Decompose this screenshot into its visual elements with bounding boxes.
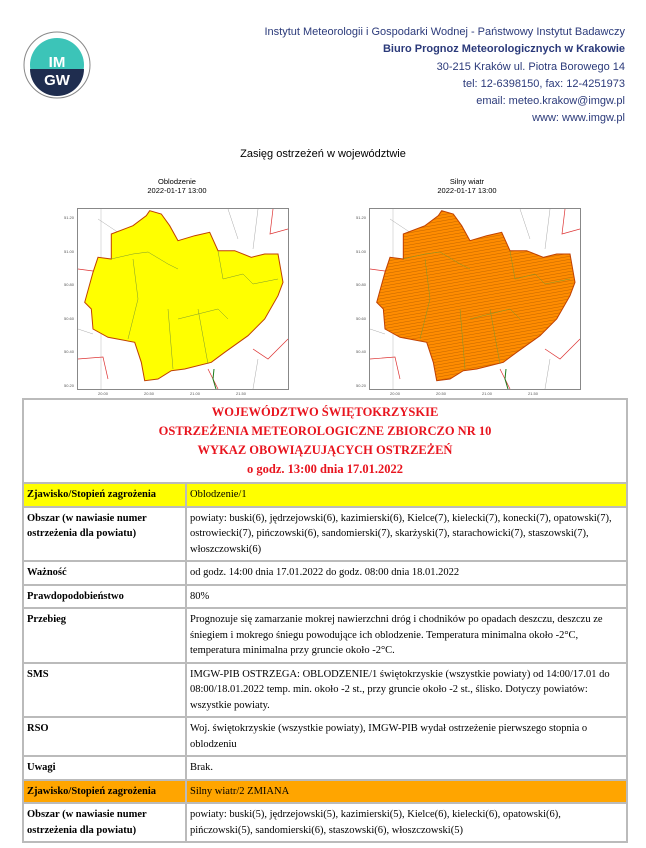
row-value: Woj. świętokrzyskie (wszystkie powiaty), IMGW-PIB wydał ostrzeżenie pierwszego stopnia o oblodzeniu <box>186 717 627 756</box>
row-value: 80% <box>186 585 627 609</box>
row-label: Zjawisko/Stopień zagrożenia <box>23 483 186 507</box>
table-row <box>23 756 627 780</box>
river-line <box>213 369 216 389</box>
map-date: 2022-01-17 13:00 <box>437 186 497 195</box>
row-label: Prawdopodobieństwo <box>23 585 186 609</box>
x-tick-label: 20.50 <box>144 391 155 396</box>
row-label: Uwagi <box>23 756 186 780</box>
email[interactable]: email: meteo.krakow@imgw.pl <box>476 95 625 108</box>
row-label: Obszar (w nawiasie numer ostrzeżenia dla powiatu) <box>23 507 186 562</box>
y-tick-label: 51.20 <box>64 215 75 220</box>
institute-header <box>264 24 625 128</box>
voivodeship-map <box>78 209 288 389</box>
title-line: OSTRZEŻENIA METEOROLOGICZNE ZBIORCZO NR 10 <box>158 424 492 438</box>
x-tick-label: 20.00 <box>390 391 401 396</box>
phone: tel: 12-6398150, fax: 12-4251973 <box>462 77 625 90</box>
table-row <box>23 663 627 718</box>
y-tick-label: 50.20 <box>356 382 367 388</box>
row-label: Przebieg <box>23 608 186 663</box>
row-value: Silny wiatr/2 ZMIANA <box>186 780 627 804</box>
table-row <box>23 585 627 609</box>
y-tick-label: 50.60 <box>356 315 367 321</box>
x-tick-label: 21.50 <box>528 391 539 396</box>
title-line: WYKAZ OBOWIĄZUJĄCYCH OSTRZEŻEŃ <box>197 443 453 457</box>
map-wind <box>356 208 581 396</box>
warning-area <box>85 211 283 381</box>
y-tick-label: 50.80 <box>64 282 75 287</box>
warning-area <box>377 211 575 381</box>
report-title <box>23 399 627 483</box>
title-line: o godz. 13:00 dnia 17.01.2022 <box>247 462 403 476</box>
office-name: Biuro Prognoz Meteorologicznych w Krakowie <box>382 43 625 56</box>
row-value: Oblodzenie/1 <box>186 483 627 507</box>
row-value: IMGW-PIB OSTRZEGA: OBLODZENIE/1 świętokrzyskie (wszystkie powiaty) od 14:00/17.01 do 08:00/18.01.2022 temp. min. około -2 st., przy gruncie około -2 st., ślisko. Dotyczy powiatów: wszystkie powiaty. <box>186 663 627 718</box>
svg-text:GW: GW <box>44 72 70 89</box>
website[interactable]: www: www.imgw.pl <box>532 112 625 125</box>
table-row <box>23 717 627 756</box>
x-tick-label: 21.50 <box>236 391 247 396</box>
row-value: Brak. <box>186 756 627 780</box>
row-label: Ważność <box>23 561 186 585</box>
warnings-table <box>22 398 628 843</box>
row-value: powiaty: buski(5), jędrzejowski(5), kazimierski(5), Kielce(6), kielecki(6), opatowski(6), pińczowski(5), sandomierski(6), staszowski(6), włoszczowski(5) <box>186 803 627 842</box>
imgw-logo <box>22 22 92 108</box>
address: 30-215 Kraków ul. Piotra Borowego 14 <box>436 60 625 73</box>
row-label: Zjawisko/Stopień zagrożenia <box>23 780 186 804</box>
maps-title: Zasięg ostrzeżeń w województwie <box>240 148 406 160</box>
table-row <box>23 780 627 804</box>
table-row <box>23 561 627 585</box>
y-tick-label: 50.40 <box>356 349 367 354</box>
map-title: Silny wiatr <box>449 177 485 186</box>
y-tick-label: 51.00 <box>356 248 367 254</box>
institute-name: Instytut Meteorologii i Gospodarki Wodnej - Państwowy Instytut Badawczy <box>264 26 625 38</box>
table-row <box>23 803 627 842</box>
y-tick-label: 50.60 <box>64 315 75 321</box>
row-value: od godz. 14:00 dnia 17.01.2022 do godz. 08:00 dnia 18.01.2022 <box>186 561 627 585</box>
river-line <box>505 369 508 389</box>
y-tick-label: 51.20 <box>356 215 367 220</box>
x-tick-label: 21.00 <box>482 391 493 396</box>
map-icing <box>64 208 289 396</box>
map-caption-icing <box>72 177 282 195</box>
table-row <box>23 483 627 507</box>
svg-text:IM: IM <box>48 54 66 71</box>
y-tick-label: 51.00 <box>64 248 75 254</box>
y-tick-label: 50.80 <box>356 282 367 287</box>
x-tick-label: 21.00 <box>190 391 201 396</box>
row-label: Obszar (w nawiasie numer ostrzeżenia dla powiatu) <box>23 803 186 842</box>
y-tick-label: 50.40 <box>64 349 75 354</box>
row-value: Prognozuje się zamarzanie mokrej nawierzchni dróg i chodników po opadach deszczu, deszczu ze śniegiem i mokrego śniegu powodujące ich oblodzenie. Temperatura minimalna około -2°C, temperatura minimalna przy gruncie około -2°C. <box>186 608 627 663</box>
x-tick-label: 20.00 <box>98 391 109 396</box>
x-tick-label: 20.50 <box>436 391 447 396</box>
map-caption-wind <box>362 177 572 195</box>
table-row <box>23 608 627 663</box>
map-date: 2022-01-17 13:00 <box>147 186 207 195</box>
title-line: WOJEWÓDZTWO ŚWIĘTOKRZYSKIE <box>211 405 439 419</box>
row-label: SMS <box>23 663 186 718</box>
table-row <box>23 507 627 562</box>
row-label: RSO <box>23 717 186 756</box>
map-title: Oblodzenie <box>158 177 196 186</box>
y-tick-label: 50.20 <box>64 382 75 388</box>
row-value: powiaty: buski(6), jędrzejowski(6), kazimierski(6), Kielce(7), kielecki(7), konecki(7), opatowski(7), ostrowiecki(7), pińczowski(6), sandomierski(7), skarżyski(7), starachowicki(7), staszowski(7), włoszczowski(6) <box>186 507 627 562</box>
voivodeship-map <box>370 209 580 389</box>
